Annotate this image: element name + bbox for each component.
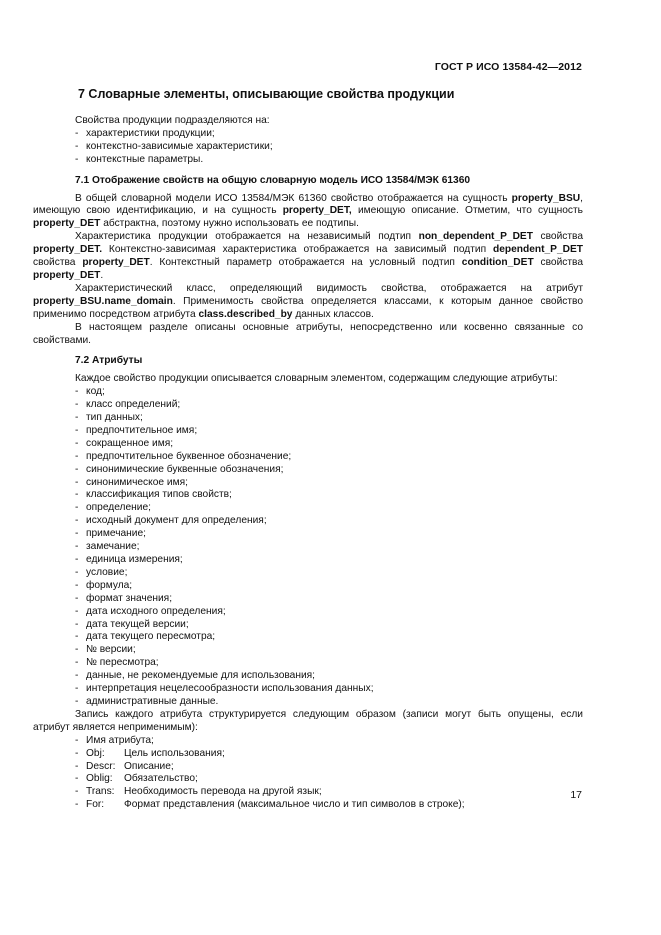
list-item — [33, 386, 583, 399]
list-item-text: контекстные параметры. — [86, 153, 204, 165]
list-item-text: контекстно-зависимые характеристики; — [86, 140, 273, 152]
list-item — [33, 554, 583, 567]
list-item-text: дата текущего пересмотра; — [86, 631, 216, 643]
list-item — [33, 451, 583, 464]
field-text: Имя атрибута; — [86, 734, 154, 746]
list-item-text: классификация типов свойств; — [86, 489, 232, 501]
subsection-title-7-1: 7.1 Отображение свойств на общую словарную модель ИСО 13584/МЭК 61360 — [75, 174, 471, 186]
list-item-text: формат значения; — [86, 592, 173, 604]
field-label: Trans: — [86, 786, 115, 798]
list-item-text: дата текущей версии; — [86, 618, 189, 630]
list-dash: - — [75, 631, 79, 643]
list-item — [33, 593, 583, 606]
list-dash: - — [75, 424, 79, 436]
field-text: Обязательство; — [124, 773, 198, 785]
list-item-text: административные данные. — [86, 695, 219, 707]
list-dash: - — [75, 127, 79, 139]
intro-paragraph: Свойства продукции подразделяются на: — [75, 115, 270, 126]
list-dash: - — [75, 399, 79, 411]
list-dash: - — [75, 605, 79, 617]
list-item-text: формула; — [86, 579, 133, 591]
list-item — [33, 580, 583, 593]
list-item — [33, 670, 583, 683]
list-item — [33, 425, 583, 438]
list-dash: - — [75, 683, 79, 695]
structure-list — [33, 735, 583, 812]
list-dash: - — [75, 786, 79, 798]
list-item — [33, 799, 583, 812]
list-item-text: дата исходного определения; — [86, 605, 226, 617]
list-item-text: единица измерения; — [86, 554, 183, 565]
list-item — [33, 464, 583, 477]
field-text: Необходимость перевода на другой язык; — [124, 786, 322, 798]
list-dash: - — [75, 489, 79, 501]
list-item-text: № версии; — [86, 644, 136, 656]
list-dash: - — [75, 541, 79, 553]
field-label: Obj: — [86, 747, 105, 759]
document-header: ГОСТ Р ИСО 13584-42—2012 — [434, 61, 582, 73]
list-item — [33, 502, 583, 515]
list-item — [33, 489, 583, 502]
list-dash: - — [75, 747, 79, 759]
list-item — [33, 773, 583, 786]
page-number: 17 — [570, 789, 582, 801]
list-dash: - — [75, 386, 79, 398]
paragraph-1: В общей словарной модели ИСО 13584/МЭК 61360 свойство отображается на сущность property_BSU, имеющую свою идентификацию, и на сущность property_DET, имеющую описание. Отметим, что сущность property_DET абстрактна, поэтому нужно использовать ее подтипы. — [33, 192, 583, 230]
list-item — [33, 399, 583, 412]
list-item-text: примечание; — [86, 528, 146, 540]
list-item — [33, 748, 583, 761]
list-item — [33, 128, 583, 141]
list-dash: - — [75, 618, 79, 630]
field-text: Описание; — [124, 760, 174, 772]
field-label: Oblig: — [86, 773, 113, 785]
list-dash: - — [75, 760, 79, 772]
field-text: Цель использования; — [124, 747, 225, 759]
list-dash: - — [75, 515, 79, 527]
list-item — [33, 567, 583, 580]
list-dash: - — [75, 463, 79, 475]
list-item — [33, 154, 583, 167]
list-item-text: определение; — [86, 502, 151, 514]
list-item — [33, 657, 583, 670]
list-item-text: предпочтительное буквенное обозначение; — [86, 450, 292, 462]
list-item-text: № пересмотра; — [86, 657, 159, 669]
attributes-list — [33, 386, 583, 709]
list-item-text: данные, не рекомендуемые для использования; — [86, 670, 315, 682]
paragraph-5: Каждое свойство продукции описывается словарным элементом, содержащим следующие атрибуты: — [75, 373, 558, 385]
list-dash: - — [75, 502, 79, 514]
paragraph-4: В настоящем разделе описаны основные атрибуты, непосредственно или косвенно связанные со свойствами. — [33, 321, 583, 346]
list-item-text: характеристики продукции; — [86, 127, 215, 139]
list-item-text: класс определений; — [86, 399, 181, 411]
list-dash: - — [75, 437, 79, 449]
list-item — [33, 606, 583, 619]
list-dash: - — [75, 734, 79, 746]
list-item-text: предпочтительное имя; — [86, 424, 198, 436]
subsection-title-7-2: 7.2 Атрибуты — [75, 355, 143, 367]
list-item-text: сокращенное имя; — [86, 437, 174, 449]
list-dash: - — [75, 773, 79, 785]
paragraph-2: Характеристика продукции отображается на независимый подтип non_dependent_P_DET свойства property_DET. Контекстно-зависимая характеристика отображается на зависимый подтип dependent_P_DET свойства property_DET. Контекстный параметр отображается на условный подтип condition_DET свойства property_DET. — [33, 231, 583, 281]
list-item-text: синонимическое имя; — [86, 476, 188, 488]
list-dash: - — [75, 528, 79, 540]
list-dash: - — [75, 657, 79, 669]
list-item — [33, 631, 583, 644]
list-dash: - — [75, 670, 79, 682]
list-item — [33, 683, 583, 696]
list-dash: - — [75, 644, 79, 656]
intro-list — [33, 128, 583, 167]
list-dash: - — [75, 799, 79, 811]
list-item-text: замечание; — [86, 541, 140, 553]
list-item — [33, 515, 583, 528]
list-item-text: условие; — [86, 566, 128, 578]
page-content — [33, 115, 583, 812]
list-item — [33, 696, 583, 709]
list-dash: - — [75, 450, 79, 462]
list-item — [33, 438, 583, 451]
list-dash: - — [75, 140, 79, 152]
list-dash: - — [75, 476, 79, 488]
list-item — [33, 412, 583, 425]
list-item-text: тип данных; — [86, 412, 143, 424]
list-item — [33, 541, 583, 554]
list-item — [33, 761, 583, 774]
list-item — [33, 619, 583, 632]
list-dash: - — [75, 566, 79, 578]
section-title: 7 Словарные элементы, описывающие свойства продукции — [78, 87, 455, 101]
list-item — [33, 644, 583, 657]
paragraph-3: Характеристический класс, определяющий видимость свойства, отображается на атрибут property_BSU.name_domain. Применимость свойства определяется классами, к которым данное свойство применимо посредством атрибута class.described_by данных классов. — [33, 282, 583, 320]
paragraph-6: Запись каждого атрибута структурируется следующим образом (записи могут быть опущены, если атрибут является неприменимым): — [33, 708, 583, 733]
list-item — [33, 528, 583, 541]
list-item-text: синонимические буквенные обозначения; — [86, 463, 284, 475]
list-dash: - — [75, 592, 79, 604]
list-item — [33, 735, 583, 748]
field-label: For: — [86, 799, 105, 811]
list-dash: - — [75, 412, 79, 424]
list-item — [33, 786, 583, 799]
list-item — [33, 141, 583, 154]
list-item-text: код; — [86, 386, 105, 398]
list-item — [33, 477, 583, 490]
list-item-text: исходный документ для определения; — [86, 515, 267, 527]
list-dash: - — [75, 554, 79, 565]
list-dash: - — [75, 153, 79, 165]
field-text: Формат представления (максимальное число и тип символов в строке); — [124, 799, 465, 811]
list-dash: - — [75, 695, 79, 707]
list-item-text: интерпретация нецелесообразности использования данных; — [86, 683, 374, 695]
list-dash: - — [75, 579, 79, 591]
field-label: Descr: — [86, 760, 116, 772]
